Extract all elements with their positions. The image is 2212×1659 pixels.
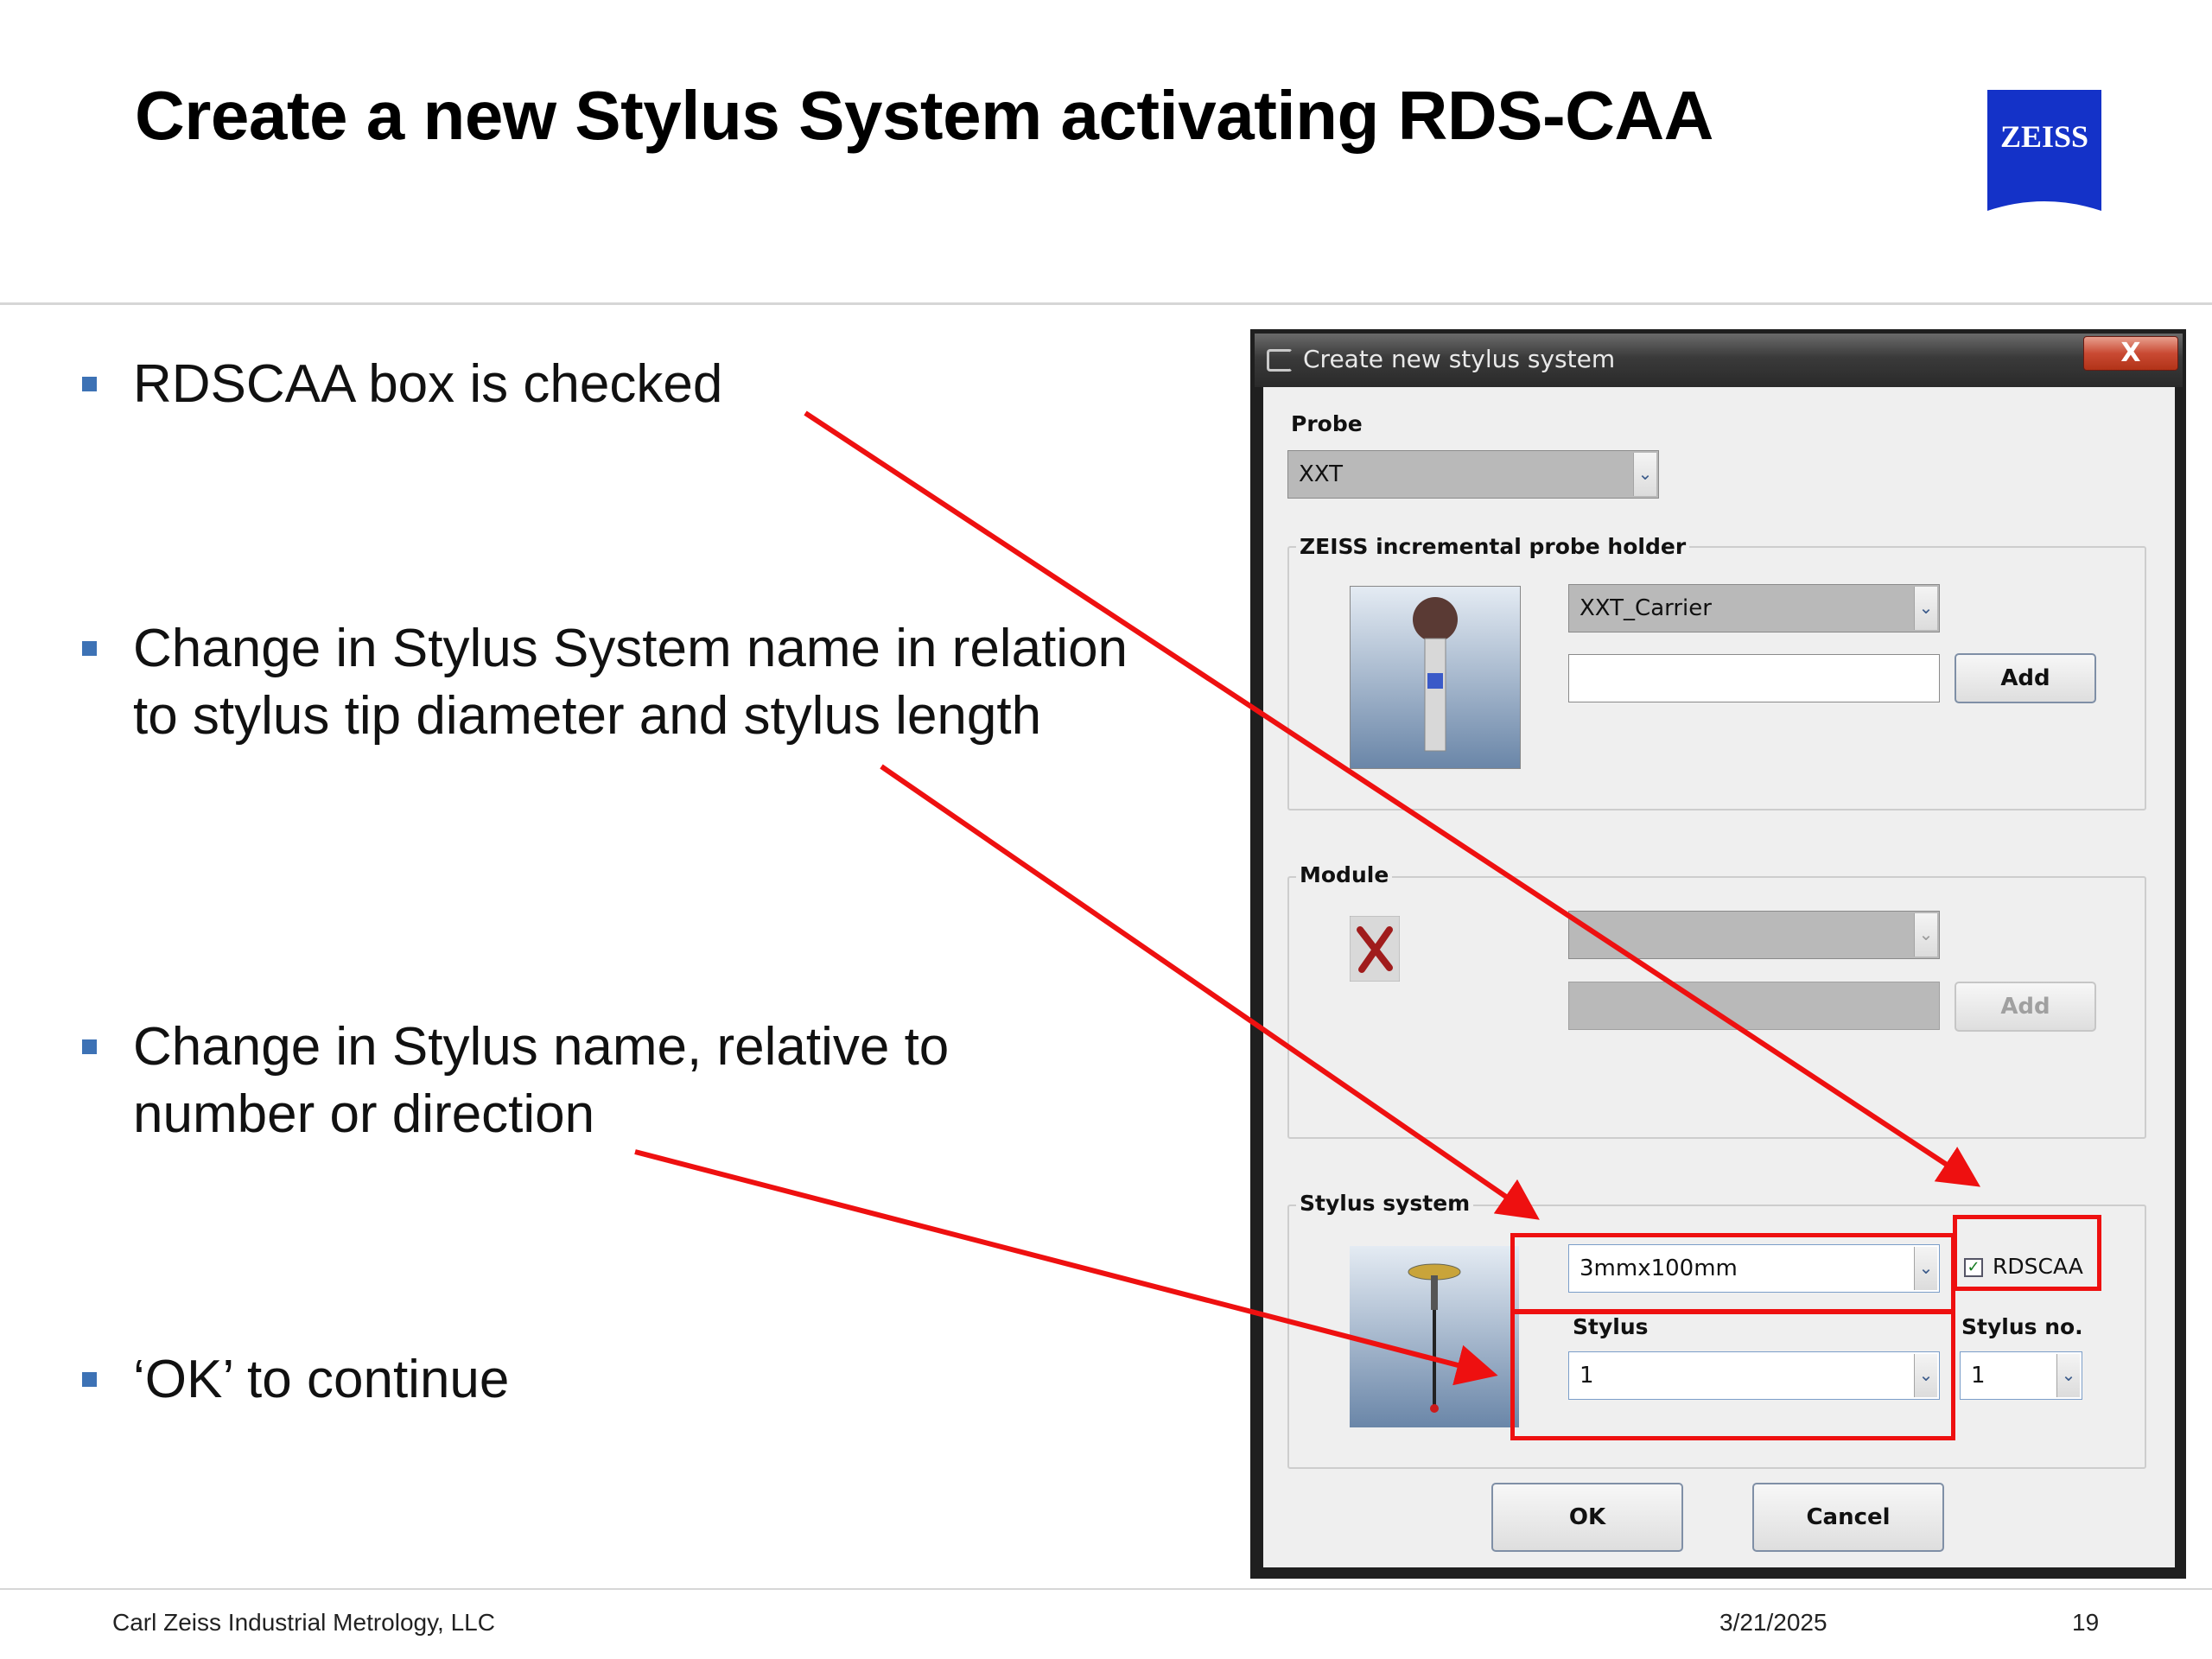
stylus-value: 1 [1580, 1363, 1594, 1389]
slide-title: Create a new Stylus System activating RDS-CAA [135, 77, 1713, 154]
stylus-no-value: 1 [1971, 1363, 1986, 1389]
stylus-no-label: Stylus no. [1961, 1314, 2083, 1339]
holder-add-button[interactable]: Add [1955, 653, 2096, 703]
chevron-down-icon[interactable]: ⌄ [1633, 453, 1656, 496]
chevron-down-icon[interactable]: ⌄ [1914, 587, 1937, 630]
bullet-text: ‘OK’ to continue [133, 1350, 510, 1409]
holder-group-label: ZEISS incremental probe holder [1296, 534, 1689, 559]
logo-text: ZEISS [1999, 119, 2089, 154]
bullet-text: Change in Stylus System name in relation to stylus tip diameter and stylus length [133, 619, 1128, 746]
arrow-to-rdscaa [805, 413, 1972, 1181]
chevron-down-icon[interactable]: ⌄ [1914, 913, 1937, 957]
chevron-down-icon[interactable]: ⌄ [2056, 1354, 2080, 1397]
stylus-system-group-label: Stylus system [1296, 1191, 1473, 1216]
probe-label: Probe [1291, 411, 1363, 436]
holder-value: XXT_Carrier [1580, 595, 1712, 621]
arrow-to-stylus-system-name [881, 766, 1531, 1214]
bullet-text: RDSCAA box is checked [133, 354, 723, 414]
module-add-button[interactable]: Add [1955, 982, 2096, 1032]
module-group-label: Module [1296, 862, 1392, 887]
bullet-text: Change in Stylus name, relative to number or direction [133, 1017, 950, 1144]
chevron-down-icon[interactable]: ⌄ [1914, 1354, 1937, 1397]
stylus-label: Stylus [1573, 1314, 1649, 1339]
stylus-system-value: 3mmx100mm [1580, 1255, 1738, 1281]
close-button[interactable]: X [2083, 336, 2178, 371]
footer-divider [0, 1588, 2212, 1590]
rdscaa-checkbox[interactable]: ✓ [1964, 1258, 1983, 1277]
dialog-title: Create new stylus system [1303, 345, 1616, 373]
probe-value: XXT [1299, 461, 1344, 487]
footer-company: Carl Zeiss Industrial Metrology, LLC [112, 1609, 495, 1636]
arrow-to-stylus-name [635, 1152, 1488, 1373]
rdscaa-label[interactable]: RDSCAA [1993, 1254, 2083, 1279]
footer-page-number: 19 [2072, 1609, 2100, 1636]
footer-date: 3/21/2025 [1719, 1609, 1827, 1636]
chevron-down-icon[interactable]: ⌄ [1914, 1247, 1937, 1290]
cancel-button[interactable]: Cancel [1752, 1483, 1944, 1552]
ok-button[interactable]: OK [1491, 1483, 1683, 1552]
